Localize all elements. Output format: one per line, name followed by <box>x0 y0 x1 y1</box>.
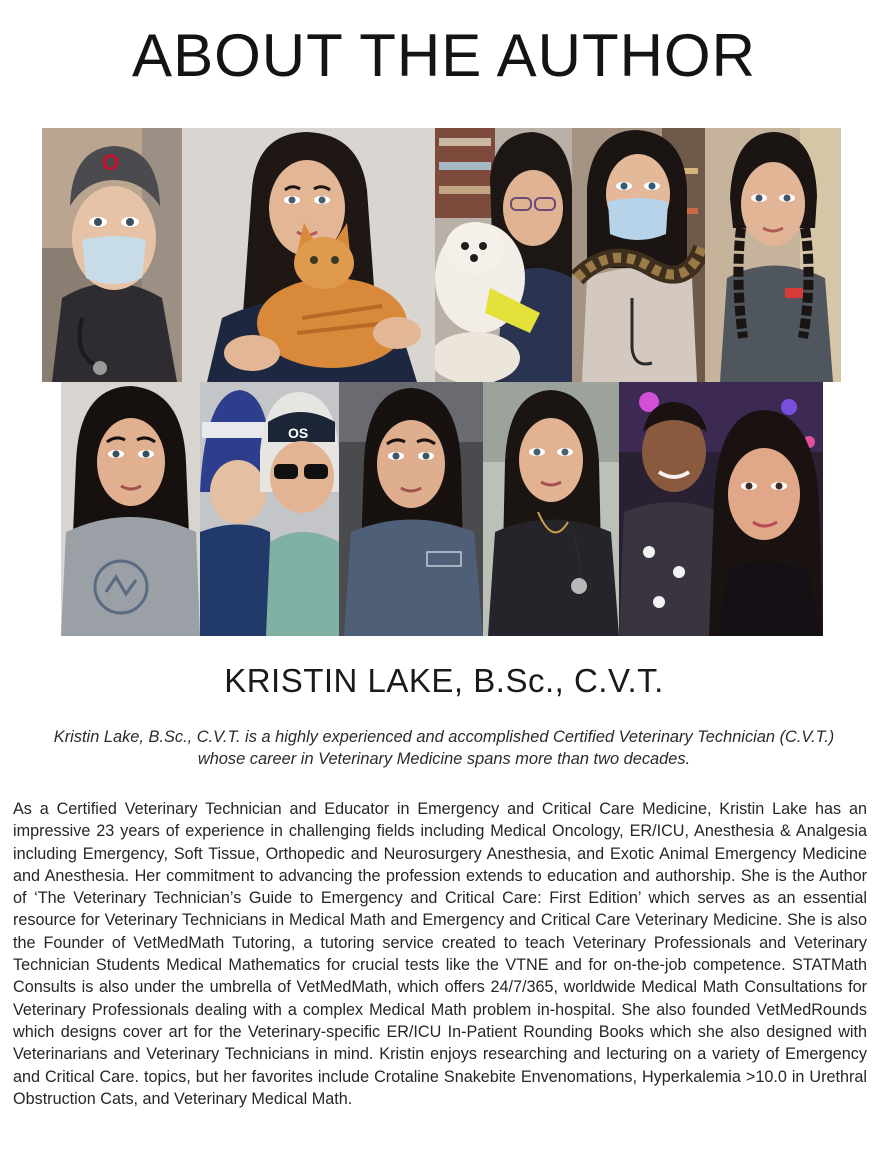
photo-braids-scrubs <box>705 128 841 382</box>
author-name: KRISTIN LAKE, B.Sc., C.V.T. <box>224 662 664 699</box>
photo-gray-hoodie <box>61 382 200 636</box>
photo-with-white-dog <box>435 128 572 382</box>
photo-collage-row-2 <box>61 382 823 636</box>
photo-winter-hats-sunglasses <box>200 382 339 636</box>
photo-with-friend-night <box>619 382 823 636</box>
svg-text:O: O <box>102 150 120 175</box>
photo-mask-with-snake <box>572 128 705 382</box>
photo-stethoscope-selfie <box>483 382 619 636</box>
photo-holding-orange-cat <box>182 128 435 382</box>
photo-collage-row-1 <box>42 128 841 382</box>
photo-scrubs-in-car <box>339 382 483 636</box>
svg-text:OS: OS <box>288 425 309 441</box>
author-bio: As a Certified Veterinary Technician and Educator in Emergency and Critical Care Medicine, Kristin Lake has an impressive 23 years of experience in challenging fields including Medical Oncology, ER/ICU, Anesthesia & Analgesia including Emergency, Soft Tissue, Orthopedic and Neurosurgery Anesthesia, and Exotic Animal Emergency Medicine and Anesthesia. Her commitment to advancing the profession extends to education and authorship. She is the Author of ‘The Veterinary Technician’s Guide to Emergency and Critical Care: First Edition’ which serves as an essential resource for Veterinary Technicians in Medical Math and Emergency and Critical Care Veterinary Medicine. She is also the Founder of VetMedMath Tutoring, a tutoring service created to teach Veterinary Professionals and Veterinary Technician Students Medical Mathematics for crucial tests like the VTNE and for on-the-job competence. STATMath Consults is also under the umbrella of VetMedMath, which offers 24/7/365, worldwide Medical Math Consultations for Veterinary Professionals dealing with a complex Medical Math problem in-hospital. She also founded VetMedRounds which designs cover art for the Veterinary-specific ER/ICU In-Patient Rounding Books which she also designed with Veterinarians and Veterinary Technicians in mind. Kristin enjoys researching and lecturing on a variety of Emergency and Critical Care. topics, but her favorites include Crotaline Snakebite Envenomations, Hyperkalemia >10.0 in Urethral Obstruction Cats, and Veterinary Medical Math. <box>13 800 867 1108</box>
page-title: ABOUT THE AUTHOR <box>132 22 756 89</box>
photo-scrub-cap-mask-stethoscope <box>42 128 182 382</box>
author-intro: Kristin Lake, B.Sc., C.V.T. is a highly experienced and accomplished Certified Veterinary Technician (C.V.T.) whose career in Veterinary Medicine spans more than two decades. <box>53 728 835 768</box>
